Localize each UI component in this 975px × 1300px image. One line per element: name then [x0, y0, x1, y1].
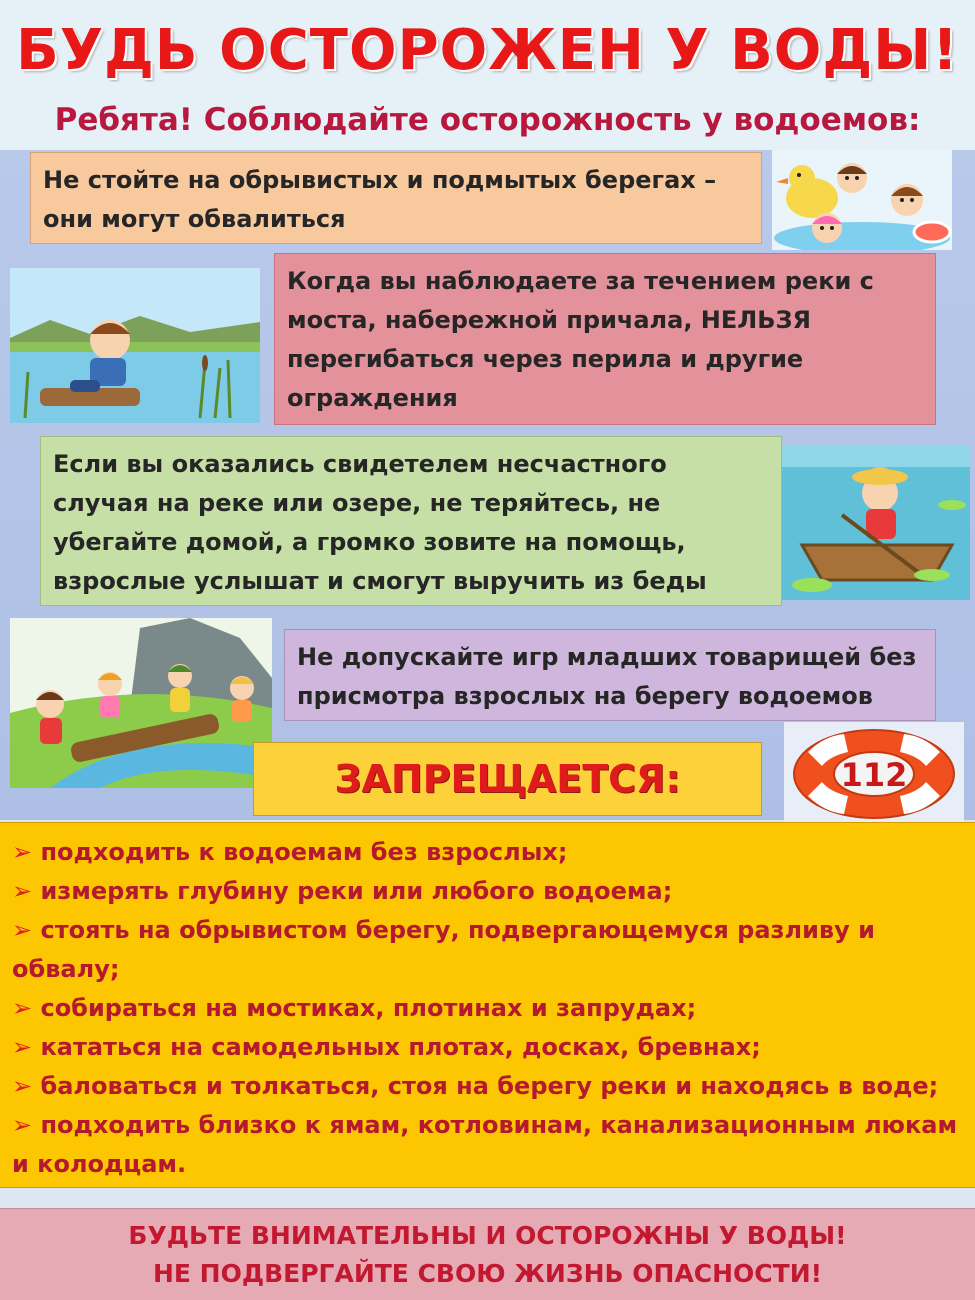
forbidden-heading: ЗАПРЕЩАЕТСЯ:	[253, 742, 762, 816]
poster-subtitle: Ребята! Соблюдайте осторожность у водоемов:	[54, 102, 921, 138]
forbidden-item: ➢ подходить к водоемам без взрослых;	[12, 838, 568, 866]
footer-warning	[0, 1208, 975, 1300]
chevron-right-icon: ➢	[12, 1072, 33, 1100]
chevron-right-icon: ➢	[12, 877, 33, 905]
poster-title: БУДЬ ОСТОРОЖЕН У ВОДЫ!	[16, 18, 959, 83]
chevron-right-icon: ➢	[12, 916, 33, 944]
forbidden-item: ➢ стоять на обрывистом берегу, подвергающемуся разливу и обвалу;	[12, 916, 875, 983]
rule-text-4: Не допускайте игр младших товарищей без присмотра взрослых на берегу водоемов	[297, 643, 917, 710]
rule-box-4	[284, 629, 936, 721]
forbidden-item: ➢ собираться на мостиках, плотинах и запрудах;	[12, 994, 697, 1022]
kids-swimming-illustration	[772, 150, 952, 250]
chevron-right-icon: ➢	[12, 1111, 33, 1139]
boy-by-river-illustration	[10, 268, 260, 423]
forbidden-item: ➢ измерять глубину реки или любого водоема;	[12, 877, 673, 905]
rule-box-3	[40, 436, 782, 606]
footer-line-1: БУДЬТЕ ВНИМАТЕЛЬНЫ И ОСТОРОЖНЫ У ВОДЫ!	[128, 1221, 847, 1250]
emergency-number: 112	[840, 756, 908, 794]
children-on-log-illustration	[10, 618, 272, 788]
chevron-right-icon: ➢	[12, 838, 33, 866]
chevron-right-icon: ➢	[12, 994, 33, 1022]
chevron-right-icon: ➢	[12, 1033, 33, 1061]
footer-line-2: НЕ ПОДВЕРГАЙТЕ СВОЮ ЖИЗНЬ ОПАСНОСТИ!	[152, 1259, 823, 1288]
rule-text-3: Если вы оказались свидетелем несчастного случая на реке или озере, не теряйтесь, не убегайте домой, а громко зовите на помощь, взрослые услышат и смогут выручить из беды	[53, 450, 707, 595]
rule-text-2: Когда вы наблюдаете за течением реки с моста, набережной причала, НЕЛЬЗЯ перегибаться через перила и другие ограждения	[287, 267, 874, 412]
rule-box-2	[274, 253, 936, 425]
boy-in-boat-illustration	[782, 445, 970, 600]
rule-text-1: Не стойте на обрывистых и подмытых берегах – они могут обвалиться	[43, 166, 717, 233]
rule-box-1	[30, 152, 762, 244]
lifebuoy-icon	[784, 722, 964, 822]
forbidden-item: ➢ баловаться и толкаться, стоя на берегу реки и находясь в воде;	[12, 1072, 939, 1100]
forbidden-item: ➢ кататься на самодельных плотах, досках, бревнах;	[12, 1033, 761, 1061]
forbidden-item: ➢ подходить близко к ямам, котловинам, канализационным люкам и колодцам.	[12, 1111, 958, 1178]
forbidden-list	[0, 822, 975, 1188]
